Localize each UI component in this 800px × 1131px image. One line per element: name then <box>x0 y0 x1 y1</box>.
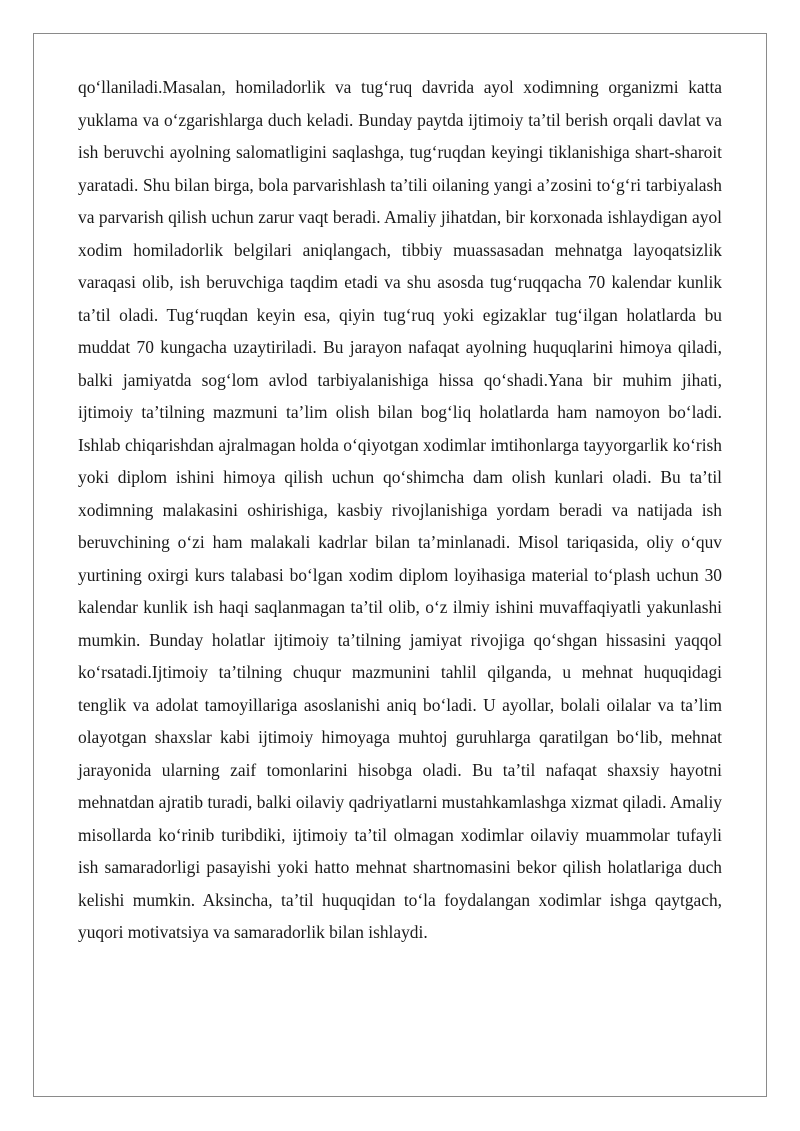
body-paragraph: qo‘llaniladi.Masalan, homiladorlik va tug‘ruq davrida ayol xodimning organizmi katta yuklama va o‘zgarishlarga duch keladi. Bunday paytda ijtimoiy ta’til berish orqali davlat va ish beruvchi ayolning salomatligini saqlashga, tug‘ruqdan keyingi tiklanishiga shart-sharoit yaratadi. Shu bilan birga, bola parvarishlash ta’tili oilaning yangi a’zosini to‘g‘ri tarbiyalash va parvarish qilish uchun zarur vaqt beradi. Amaliy jihatdan, bir korxonada ishlaydigan ayol xodim homiladorlik belgilari aniqlangach, tibbiy muassasadan mehnatga layoqatsizlik varaqasi olib, ish beruvchiga taqdim etadi va shu asosda tug‘ruqqacha 70 kalendar kunlik ta’til oladi. Tug‘ruqdan keyin esa, qiyin tug‘ruq yoki egizaklar tug‘ilgan holatlarda bu muddat 70 kungacha uzaytiriladi. Bu jarayon nafaqat ayolning huquqlarini himoya qiladi, balki jamiyatda sog‘lom avlod tarbiyalanishiga hissa qo‘shadi.Yana bir muhim jihati, ijtimoiy ta’tilning mazmuni ta’lim olish bilan bog‘liq holatlarda ham namoyon bo‘ladi. Ishlab chiqarishdan ajralmagan holda o‘qiyotgan xodimlar imtihonlarga tayyorgarlik ko‘rish yoki diplom ishini himoya qilish uchun qo‘shimcha dam olish kunlari oladi. Bu ta’til xodimning malakasini oshirishiga, kasbiy rivojlanishiga yordam beradi va natijada ish beruvchining o‘zi ham malakali kadrlar bilan ta’minlanadi. Misol tariqasida, oliy o‘quv yurtining oxirgi kurs talabasi bo‘lgan xodim diplom loyihasiga material to‘plash uchun 30 kalendar kunlik ish haqi saqlanmagan ta’til olib, o‘z ilmiy ishini muvaffaqiyatli yakunlashi mumkin. Bunday holatlar ijtimoiy ta’tilning jamiyat rivojiga qo‘shgan hissasini yaqqol ko‘rsatadi.Ijtimoiy ta’tilning chuqur mazmunini tahlil qilganda, u mehnat huquqidagi tenglik va adolat tamoyillariga asoslanishi aniq bo‘ladi. U ayollar, bolali oilalar va ta’lim olayotgan shaxslar kabi ijtimoiy himoyaga muhtoj guruhlarga qaratilgan bo‘lib, mehnat jarayonida ularning zaif tomonlarini hisobga oladi. Bu ta’til nafaqat shaxsiy hayotni mehnatdan ajratib turadi, balki oilaviy qadriyatlarni mustahkamlashga xizmat qiladi. Amaliy misollarda ko‘rinib turibdiki, ijtimoiy ta’til olmagan xodimlar oilaviy muammolar tufayli ish samaradorligi pasayishi yoki hatto mehnat shartnomasini bekor qilish holatlariga duch kelishi mumkin. Aksincha, ta’til huquqidan to‘la foydalangan xodimlar ishga qaytgach, yuqori motivatsiya va samaradorlik bilan ishlaydi. <box>78 77 722 942</box>
